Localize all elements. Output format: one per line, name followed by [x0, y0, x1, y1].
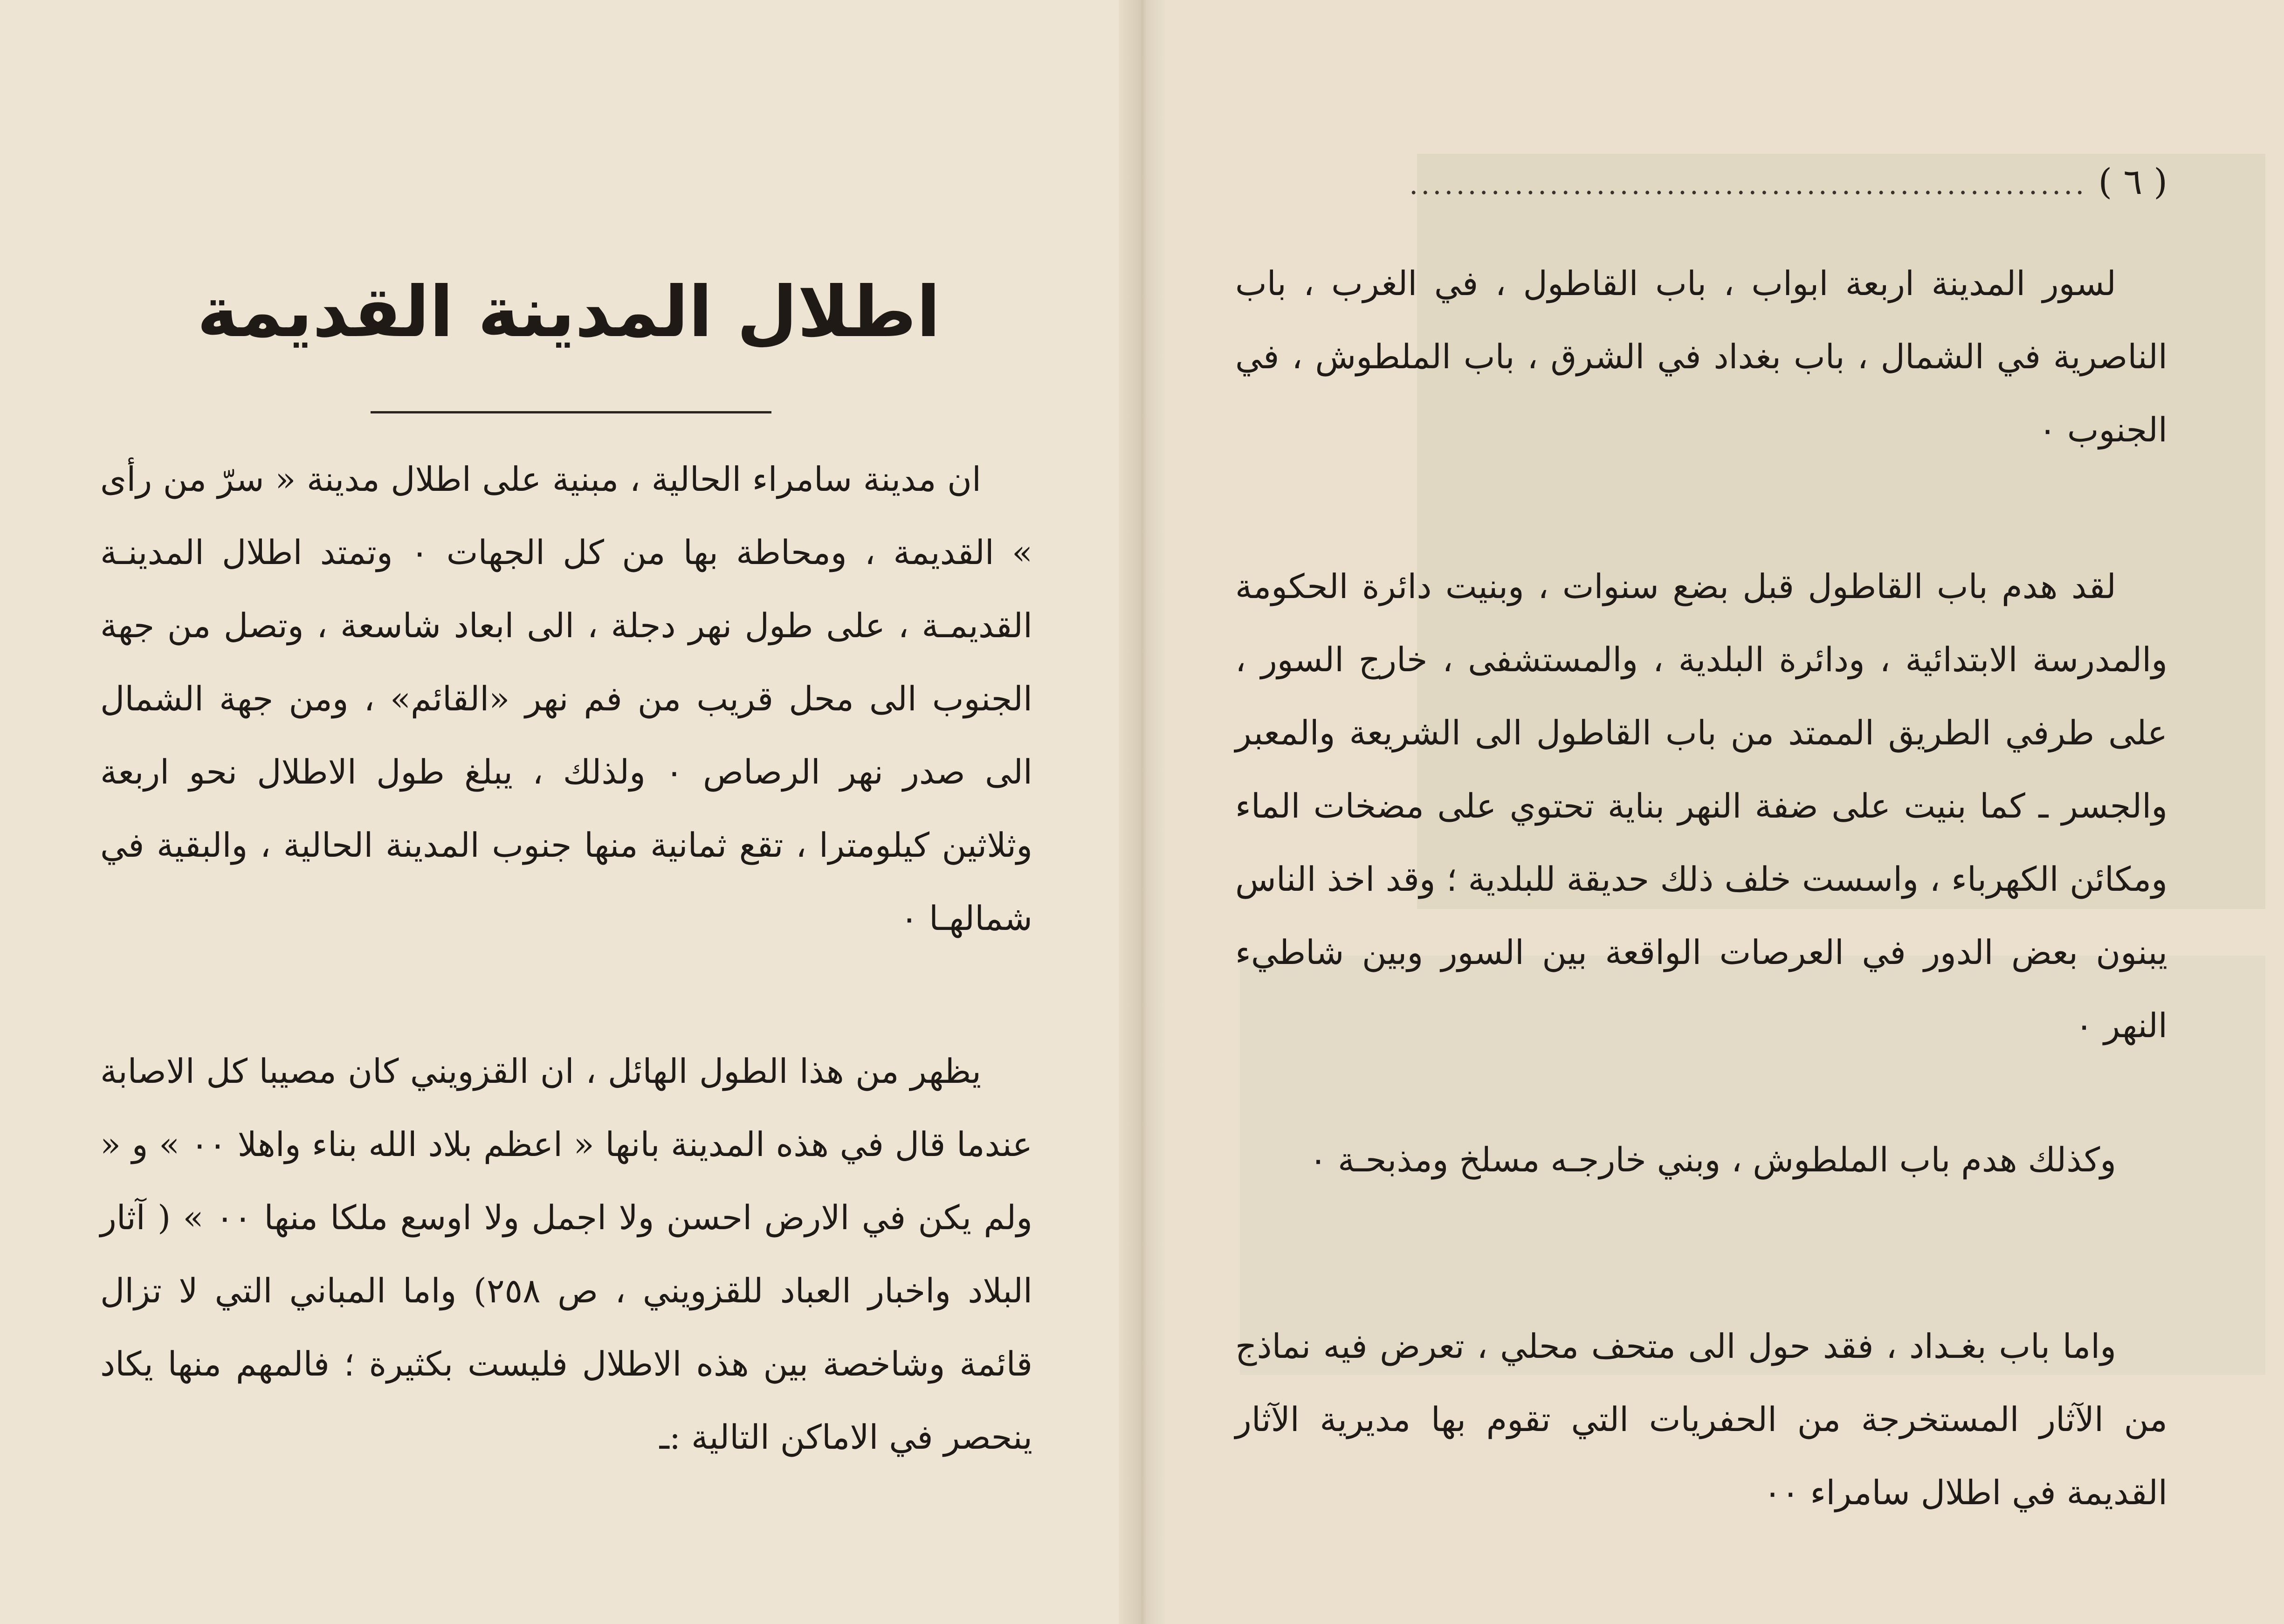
- chapter-title: اطلال المدينة القديمة: [197, 272, 941, 353]
- page-number: ( ٦ ): [2098, 161, 2167, 202]
- paragraph-text: يظهر من هذا الطول الهائل ، ان القزويني كان مصيبا كل الاصابة عندما قال في هذه المدينة بانها « اعظم بلاد الله بناء واهلا ٠٠ » و « ولم يكن في الارض احسن ولا اجمل ولا اوسع ملكا منها ٠٠ » ( آثار البلاد واخبار العباد للقزويني ، ص ٢٥٨) واما المباني التي لا تزال قائمة وشاخصة بين هذه الاطلال فليست بكثيرة ؛ فالمهم منها يكاد ينحصر في الاماكن التالية :ـ: [100, 1052, 1033, 1457]
- page-header: [1235, 154, 2167, 210]
- paragraph-text: واما باب بغـداد ، فقد حول الى متحف محلي ، تعرض فيه نماذج من الآثار المستخرجة من الحفريات التي تقوم بها مديرية الآثار القديمة في اطلال سامراء ٠٠: [1235, 1327, 2167, 1512]
- left-paragraph-2: [100, 1035, 1032, 1474]
- paragraph-text: وكذلك هدم باب الملطوش ، وبني خارجـه مسلخ ومذبحـة ٠: [1309, 1140, 2116, 1179]
- right-paragraph-3: [1235, 1123, 2167, 1197]
- paragraph-text: ان مدينة سامراء الحالية ، مبنية على اطلال مدينة « سرّ من رأى » القديمة ، ومحاطة بها من كل الجهات ٠ وتمتد اطلال المدينـة القديمـة ، على طول نهر دجلة ، الى ابعاد شاسعة ، وتصل من جهة الجنوب الى محل قريب من فم نهر «القائم» ، ومن جهة الشمال الى صدر نهر الرصاص ٠ ولذلك ، يبلغ طول الاطلال نحو اربعة وثلاثين كيلومترا ، تقع ثمانية منها جنوب المدينة الحالية ، والبقية في شمالهـا ٠: [100, 460, 1032, 938]
- paragraph-text: لسور المدينة اربعة ابواب ، باب القاطول ، في الغرب ، باب الناصرية في الشمال ، باب بغداد في الشرق ، باب الملطوش ، في الجنوب ٠: [1235, 264, 2167, 449]
- left-paragraph-1: [100, 443, 1032, 955]
- right-paragraph-2: [1235, 550, 2167, 1062]
- title-underline: [371, 411, 771, 413]
- paragraph-text: لقد هدم باب القاطول قبل بضع سنوات ، وبنيت دائرة الحكومة والمدرسة الابتدائية ، ودائرة البلدية ، والمستشفى ، خارج السور ، على طرفي الطريق الممتد من باب القاطول الى الشريعة والمعبر والجسر ـ كما بنيت على ضفة النهر بناية تحتوي على مضخات الماء ومكائن الكهرباء ، واسست خلف ذلك حديقة للبلدية ؛ وقد اخذ الناس يبنون بعض الدور في العرصات الواقعة بين السور وبين شاطيء النهر ٠: [1235, 567, 2167, 1045]
- book-gutter: [1119, 0, 1165, 1624]
- right-paragraph-4: [1235, 1310, 2167, 1529]
- right-paragraph-1: [1235, 247, 2167, 467]
- header-dot-leader: ..........................................................: [1409, 168, 2087, 201]
